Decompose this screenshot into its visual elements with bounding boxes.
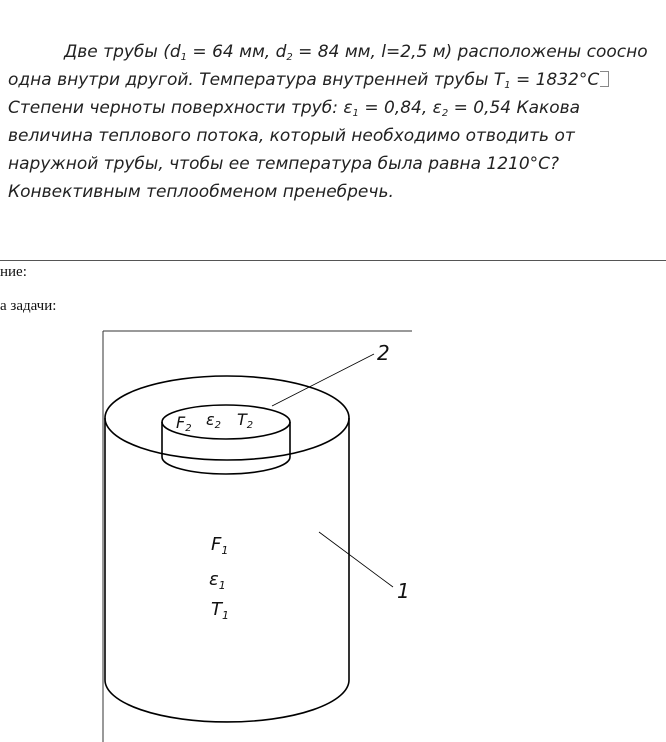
outer-cylinder-bottom [105,680,349,722]
problem-line-1: Две трубы ($d_1 = 64$ мм, $d_2 = 84$ мм, l=2,5 м) расположены соосно [64,42,648,63]
outer-label-eps1: $\varepsilon_1$ [209,569,226,592]
problem-line-4: величина теплового потока, который необходимо отводить от [8,126,575,146]
solution-heading: ние: [0,264,27,280]
callout-line-2 [272,354,374,406]
problem-line-5: наружной трубы, чтобы ее температура была равна 1210°С? [8,154,560,174]
scheme-heading: а задачи: [0,298,57,314]
callout-label-2: 2 [377,341,390,365]
outer-label-f1: $F_1$ [211,534,229,557]
inner-label-f2: F2 [176,413,192,434]
outer-cylinder-top [105,376,349,460]
callout-line-1 [319,532,393,587]
problem-line-2: одна внутри другой. Температура внутренней трубы $T_1 = 1832^\circ C$ [8,66,664,94]
callout-label-1: 1 [397,579,410,603]
inner-label-eps2: ε2 [206,410,222,431]
problem-line-3: Степени черноты поверхности труб: $\varepsilon_1 = 0,84$, $\varepsilon_2 = 0,54$ Какова [8,98,581,119]
inner-label-t2: T2 [237,410,254,431]
problem-line-6: Конвективным теплообменом пренебречь. [8,182,394,202]
outer-label-t1: $T_1$ [211,599,229,622]
